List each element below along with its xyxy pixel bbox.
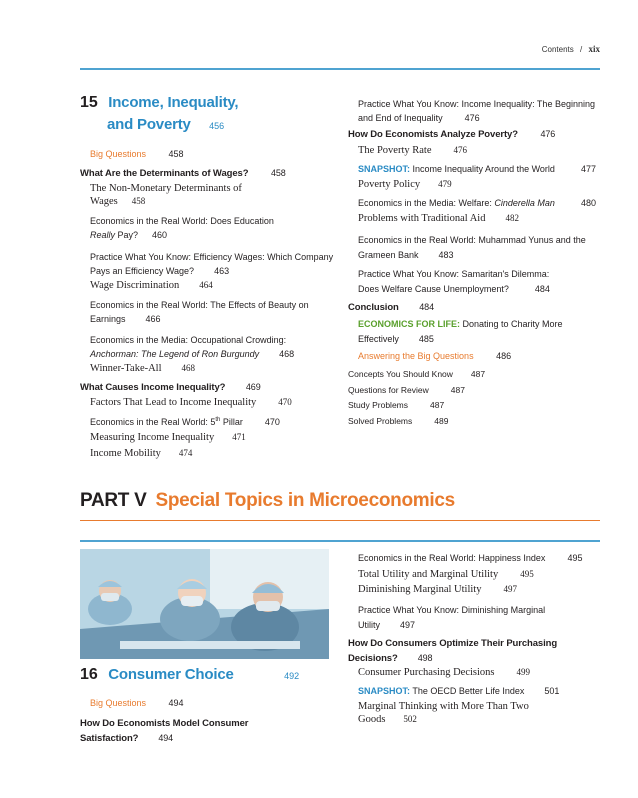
toc-entry[interactable]	[90, 149, 184, 159]
chapter-title-line1: Income, Inequality,	[108, 94, 239, 111]
entry-page: 458	[131, 196, 146, 206]
chapter-title-line2: and Poverty	[107, 116, 191, 133]
entry-page: 458	[270, 168, 286, 178]
toc-entry[interactable]	[358, 569, 534, 580]
entry-title: Diminishing Marginal Utility	[358, 584, 482, 595]
toc-section[interactable]	[348, 129, 555, 140]
entry-title-cont: Pillar	[220, 417, 243, 427]
entry-page: 483	[438, 250, 454, 260]
entry-page: 470	[278, 397, 292, 407]
entry-page: 460	[152, 230, 168, 240]
toc-entry[interactable]	[90, 250, 333, 278]
entry-page: 458	[168, 149, 184, 159]
toc-entry[interactable]	[358, 145, 467, 156]
toc-entry[interactable]	[90, 280, 213, 291]
entry-page: 470	[264, 417, 280, 427]
toc-entry[interactable]	[358, 179, 452, 190]
entry-title: Practice What You Know: Income Inequality: The Beginning	[358, 99, 595, 109]
entry-page: 499	[516, 667, 530, 677]
toc-entry[interactable]	[358, 213, 519, 224]
entry-page: 464	[199, 280, 213, 290]
toc-entry[interactable]	[90, 698, 184, 708]
toc-entry[interactable]	[358, 553, 582, 563]
entry-page: 498	[417, 653, 433, 663]
entry-title-cont: Does Welfare Cause Unemployment?	[358, 284, 509, 294]
toc-section[interactable]	[348, 636, 557, 666]
entry-title: Economics in the Real World: The Effects of Beauty on	[90, 300, 309, 310]
entry-page: 489	[434, 416, 449, 426]
toc-entry[interactable]	[348, 385, 465, 395]
entry-page: 468	[181, 363, 196, 373]
entry-sup: th	[215, 417, 221, 423]
part-title: Special Topics in Microeconomics	[155, 490, 455, 511]
header-page: xix	[588, 44, 600, 54]
chapter-16-title[interactable]	[80, 666, 299, 684]
entry-page: 466	[145, 314, 161, 324]
toc-entry[interactable]	[90, 432, 246, 443]
entry-title: The Poverty Rate	[358, 145, 432, 156]
entry-page: 477	[580, 164, 596, 174]
entry-title: Economics in the Real World: Happiness Index	[358, 553, 546, 563]
entry-title: How Do Consumers Optimize Their Purchasing	[348, 638, 558, 649]
entry-title-cont: and End of Inequality	[358, 113, 443, 123]
efl-label: ECONOMICS FOR LIFE:	[358, 319, 460, 329]
entry-title: Economics in the Media: Welfare:	[358, 198, 495, 208]
entry-title-italic: Cinderella Man	[494, 198, 555, 208]
entry-page: 494	[158, 733, 174, 743]
part-heading	[80, 490, 455, 512]
entry-title: Income Mobility	[90, 448, 161, 459]
entry-title: Marginal Thinking with More Than Two	[358, 701, 529, 712]
entry-page: 487	[430, 400, 445, 410]
snapshot-label: SNAPSHOT:	[358, 164, 411, 174]
entry-page: 502	[403, 714, 417, 724]
toc-entry[interactable]	[358, 164, 596, 174]
entry-page: 494	[168, 698, 184, 708]
header-label: Contents	[541, 45, 574, 54]
entry-title-cont: Decisions?	[348, 653, 398, 664]
toc-entry[interactable]	[358, 317, 563, 347]
toc-entry[interactable]	[358, 97, 595, 125]
entry-title: Income Inequality Around the World	[410, 164, 555, 174]
chapter-title: Consumer Choice	[108, 666, 234, 683]
entry-page: 495	[520, 569, 534, 579]
toc-entry[interactable]	[90, 298, 309, 326]
entry-title-cont: Utility	[358, 620, 380, 630]
header-separator: /	[580, 45, 583, 54]
entry-title-cont: Earnings	[90, 314, 126, 324]
entry-title: Questions for Review	[348, 385, 429, 395]
entry-title: Measuring Income Inequality	[90, 432, 215, 443]
entry-title: Economics in the Real World: Muhammad Yunus and the	[358, 235, 586, 245]
chapter-15-title[interactable]	[80, 94, 238, 112]
entry-title: What Are the Determinants of Wages?	[80, 168, 249, 179]
toc-entry[interactable]	[90, 417, 280, 427]
toc-entry[interactable]	[348, 369, 485, 379]
chapter-number: 16	[80, 666, 98, 683]
entry-page: 476	[453, 145, 467, 155]
entry-page: 482	[505, 213, 519, 223]
entry-title: Concepts You Should Know	[348, 369, 453, 379]
chapter-16-rule	[80, 540, 600, 542]
entry-title: Big Questions	[90, 149, 147, 159]
entry-title-cont: Wages	[90, 196, 118, 207]
toc-entry[interactable]	[358, 233, 586, 263]
entry-page: 480	[580, 198, 596, 208]
entry-page: 486	[496, 351, 512, 361]
entry-title-cont: Effectively	[358, 334, 399, 344]
entry-title: Total Utility and Marginal Utility	[358, 569, 499, 580]
toc-entry[interactable]	[358, 351, 511, 361]
toc-entry[interactable]	[358, 667, 530, 678]
entry-title: Factors That Lead to Income Inequality	[90, 397, 257, 408]
toc-entry[interactable]	[358, 603, 545, 633]
entry-page: 487	[450, 385, 465, 395]
entry-title: Donating to Charity More	[460, 319, 563, 329]
toc-entry[interactable]	[348, 400, 444, 410]
entry-page: 501	[544, 686, 560, 696]
entry-page: 476	[464, 113, 480, 123]
entry-title: Answering the Big Questions	[358, 351, 474, 361]
entry-title: The Non-Monetary Determinants of	[90, 183, 242, 194]
entry-title: Economics in the Media: Occupational Crowding:	[90, 335, 287, 345]
toc-section[interactable]	[348, 302, 434, 313]
entry-page: 463	[214, 266, 230, 276]
entry-title-cont: Goods	[358, 714, 386, 725]
toc-section[interactable]	[80, 168, 286, 179]
chapter-number: 15	[80, 94, 98, 111]
toc-entry[interactable]	[358, 700, 529, 726]
entry-title: Practice What You Know: Samaritan's Dilemma:	[358, 269, 550, 279]
entry-title: Consumer Purchasing Decisions	[358, 667, 495, 678]
snapshot-label: SNAPSHOT:	[358, 686, 411, 696]
entry-title: Study Problems	[348, 400, 408, 410]
entry-title: How Do Economists Analyze Poverty?	[348, 129, 518, 140]
entry-title: How Do Economists Model Consumer	[80, 718, 249, 729]
entry-title: Practice What You Know: Efficiency Wages: Which Company	[90, 252, 334, 262]
entry-page: 497	[503, 584, 517, 594]
entry-title: Poverty Policy	[358, 179, 421, 190]
entry-title: Big Questions	[90, 698, 147, 708]
entry-title-cont: Grameen Bank	[358, 250, 419, 260]
entry-title-italic: Anchorman: The Legend of Ron Burgundy	[90, 349, 260, 359]
entry-page: 497	[400, 620, 416, 630]
entry-title: Economics in the Real World: Does Education	[90, 216, 274, 226]
entry-page: 476	[540, 129, 556, 139]
entry-title-italic: Really	[90, 230, 116, 240]
toc-entry[interactable]	[90, 214, 274, 242]
toc-section[interactable]	[80, 716, 248, 746]
entry-page: 485	[418, 334, 434, 344]
toc-entry[interactable]	[90, 397, 292, 408]
chapter-page: 492	[284, 671, 300, 681]
entry-page: 484	[534, 284, 550, 294]
entry-page: 487	[470, 369, 486, 379]
entry-title-cont: Satisfaction?	[80, 733, 139, 744]
entry-title: Problems with Traditional Aid	[358, 213, 486, 224]
top-rule	[80, 68, 600, 70]
entry-title: The OECD Better Life Index	[410, 686, 525, 696]
toc-entry[interactable]	[90, 333, 294, 361]
part-number: PART V	[80, 490, 147, 511]
chapter-page: 456	[209, 121, 225, 131]
toc-entry[interactable]	[90, 182, 242, 208]
entry-title: Conclusion	[348, 302, 399, 313]
entry-page: 469	[245, 382, 261, 392]
entry-page: 474	[178, 448, 193, 458]
entry-page: 495	[567, 553, 583, 563]
toc-entry[interactable]	[90, 363, 195, 374]
entry-page: 484	[419, 302, 434, 312]
entry-title: Solved Problems	[348, 416, 413, 426]
entry-title-cont: Pay?	[115, 230, 139, 240]
toc-entry[interactable]	[358, 198, 596, 208]
toc-entry[interactable]	[358, 686, 559, 696]
toc-section[interactable]	[80, 382, 261, 393]
toc-entry[interactable]	[348, 416, 448, 426]
surgeons-photo	[80, 549, 329, 659]
entry-title: Wage Discrimination	[90, 280, 180, 291]
toc-entry[interactable]	[90, 448, 192, 459]
entry-page: 471	[232, 432, 246, 442]
entry-title: Economics in the Real World: 5	[90, 417, 216, 427]
entry-title: Practice What You Know: Diminishing Marginal	[358, 605, 546, 615]
entry-page: 479	[438, 179, 452, 189]
entry-title: Winner-Take-All	[90, 363, 162, 374]
running-header	[542, 44, 600, 54]
part-rule	[80, 520, 600, 521]
toc-entry[interactable]	[358, 267, 550, 297]
entry-title-cont: Pays an Efficiency Wage?	[90, 266, 195, 276]
toc-entry[interactable]	[358, 584, 517, 595]
entry-title: What Causes Income Inequality?	[80, 382, 226, 393]
entry-page: 468	[279, 349, 295, 359]
